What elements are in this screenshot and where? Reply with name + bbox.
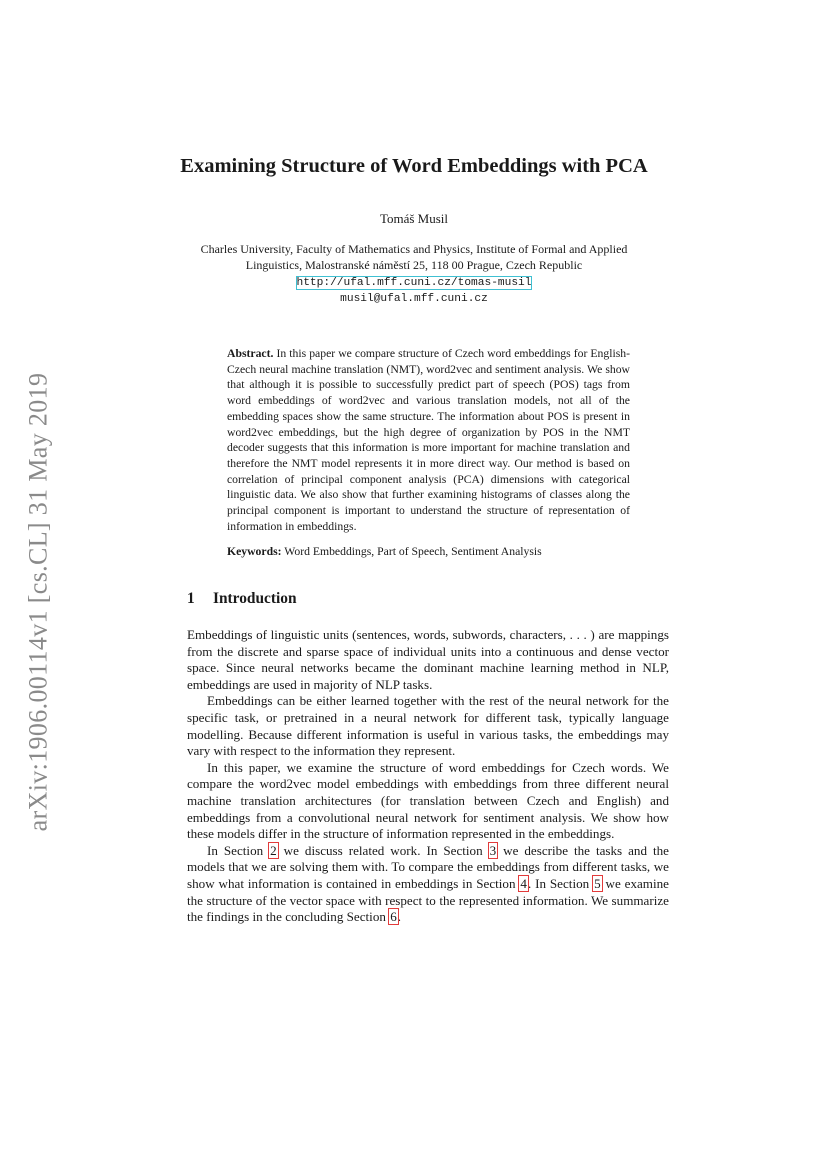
abstract — [227, 346, 630, 534]
affiliation-block — [180, 241, 648, 307]
keywords — [227, 544, 630, 560]
section-ref-link[interactable]: 3 — [489, 842, 497, 858]
introduction-body — [187, 627, 669, 926]
section-ref-link[interactable]: 2 — [270, 842, 277, 858]
section-heading-introduction — [187, 590, 297, 608]
section-title: Introduction — [213, 590, 297, 607]
paragraph-1: Embeddings of linguistic units (sentences, words, subwords, characters, . . . ) are mappings from the discrete and sparse space of individual units into a continuous and dense vector space. Since neural networks became the dominant machine learning method in NLP, embeddings are used in majority of NLP tasks. — [187, 627, 669, 692]
paragraph-2: Embeddings can be either learned together with the rest of the neural network for the specific task, or pretrained in a neural network for different task, typically language modelling. Because different information is useful in various tasks, the embeddings may vary with respect to the information they represent. — [187, 693, 669, 759]
section-ref-link[interactable]: 6 — [390, 909, 397, 925]
affiliation-line-2: Linguistics, Malostranské náměstí 25, 118 00 Prague, Czech Republic — [245, 258, 583, 272]
paragraph-4-text: In Section — [207, 842, 270, 858]
section-ref-link[interactable]: 4 — [520, 875, 527, 891]
abstract-text: In this paper we compare structure of Czech word embeddings for English-Czech neural machine translation (NMT), word2vec and sentiment analysis. We show that although it is possible to successfully predict part of speech (POS) tags from word embeddings of word2vec and various translation models, not all of the embedding spaces show the same structure. The information about POS is present in word2vec embeddings, but the high degree of organization by POS in the NMT decoder suggests that this information is more important for machine translation and therefore the NMT model represents it in more direct way. Our method is based on correlation of principal component analysis (PCA) dimensions with categorical linguistic data. We also show that further examining histograms of classes along the principal component is important to understand the structure of representation of information in embeddings. — [227, 347, 631, 533]
paragraph-4-text: we examine the structure of the vector space with respect to the represented information. We summarize the findings in the concluding Section — [187, 875, 669, 925]
paragraph-4 — [187, 843, 669, 926]
keywords-text: Word Embeddings, Part of Speech, Sentiment Analysis — [284, 545, 542, 558]
abstract-label: Abstract. — [227, 347, 274, 360]
section-ref-link[interactable]: 5 — [594, 875, 601, 891]
author-email: musil@ufal.mff.cuni.cz — [340, 293, 488, 305]
affiliation-line-1: Charles University, Faculty of Mathematics and Physics, Institute of Formal and Applied — [200, 242, 628, 256]
keywords-label: Keywords: — [227, 545, 282, 558]
paragraph-4-text: we discuss related work. In Section — [277, 842, 489, 858]
homepage-link[interactable]: http://ufal.mff.cuni.cz/tomas-musil — [296, 277, 532, 289]
paragraph-4-text: . In Section — [527, 875, 594, 891]
author-name: Tomáš Musil — [379, 211, 449, 226]
paragraph-3: In this paper, we examine the structure of word embeddings for Czech words. We compare the word2vec model embeddings with embeddings from three different neural machine translation architectures (for translation between Czech and English) and embeddings from a convolutional neural network for sentiment analysis. We show how these models differ in the structure of information represented in the embeddings. — [187, 759, 669, 842]
section-number: 1 — [187, 590, 195, 607]
paragraph-4-text: we describe the tasks and the models that we are solving them with. To compare the embeddings from different tasks, we show what information is contained in embeddings in Section — [187, 842, 669, 891]
paper-title: Examining Structure of Word Embeddings with PCA — [180, 155, 648, 177]
paragraph-4-text: . — [397, 909, 402, 925]
arxiv-identifier-stamp — [15, 354, 61, 850]
arxiv-identifier-text: arXiv:1906.00114v1 [cs.CL] 31 May 2019 — [23, 372, 52, 832]
